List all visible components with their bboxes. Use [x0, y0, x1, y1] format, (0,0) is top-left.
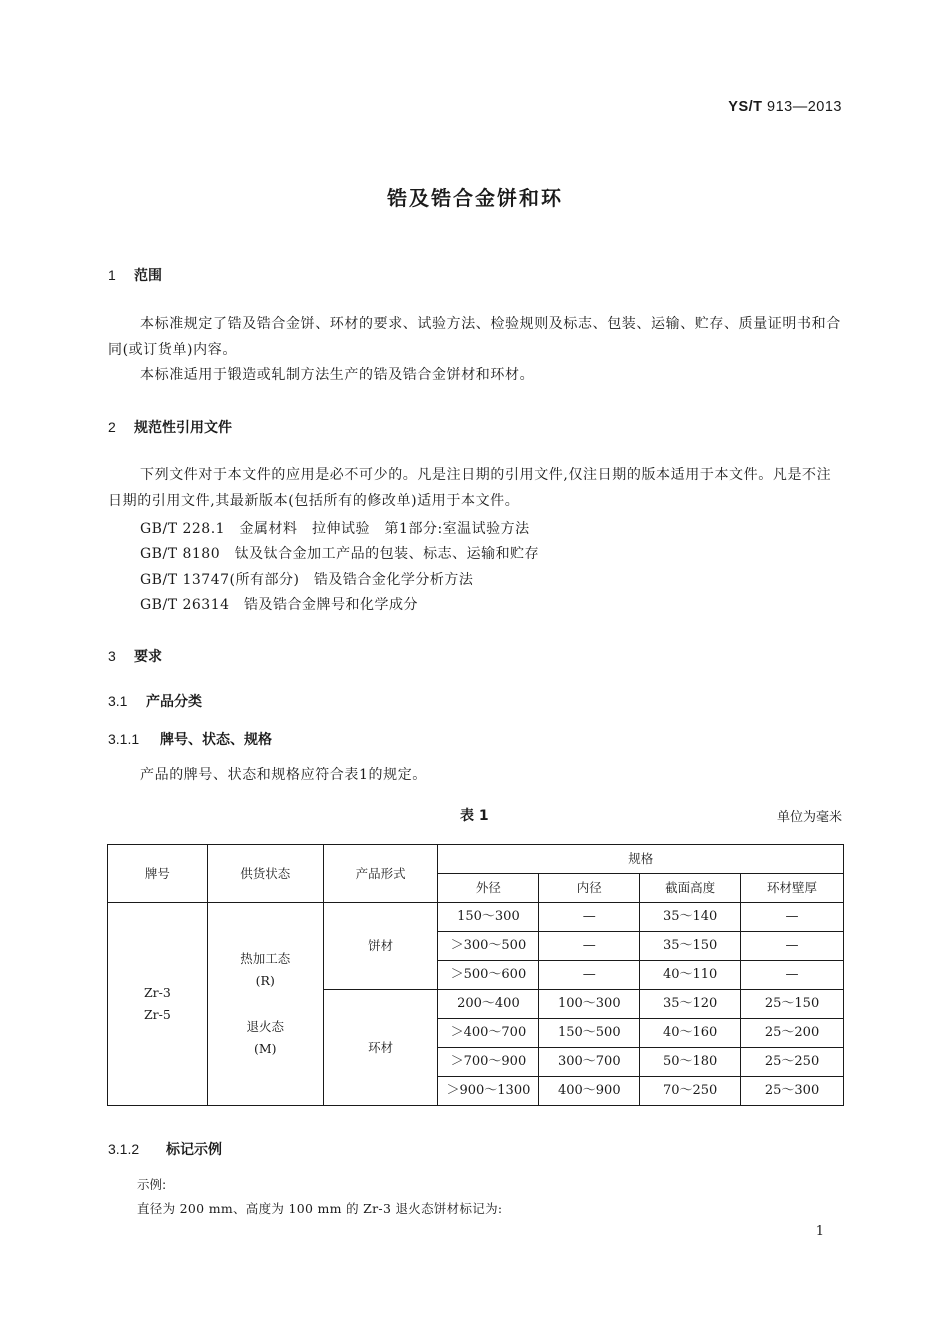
- reference-item: GB/T 8180 钛及钛合金加工产品的包装、标志、运输和贮存: [140, 546, 540, 562]
- cell: 35～150: [640, 932, 741, 961]
- cell: 25～200: [741, 1019, 844, 1048]
- document-title: 锆及锆合金饼和环: [387, 186, 563, 210]
- header-section-height: 截面高度: [640, 874, 741, 903]
- cell: —: [741, 932, 844, 961]
- cell: —: [539, 932, 640, 961]
- cell: 70～250: [640, 1077, 741, 1106]
- table-row: [108, 903, 844, 932]
- page-number: 1: [815, 1224, 824, 1239]
- section-1-paragraph-2: 本标准适用于锻造或轧制方法生产的锆及锆合金饼材和环材。: [140, 367, 535, 383]
- section-3-1-heading: 3.1 产品分类: [108, 693, 202, 710]
- grade-cell: [108, 903, 208, 1106]
- grade-value: Zr-5: [144, 1007, 171, 1022]
- form-ring: 环材: [323, 990, 438, 1106]
- section-1-heading: 1 范围: [108, 267, 162, 284]
- cell: 150～500: [539, 1019, 640, 1048]
- cell: 400～900: [539, 1077, 640, 1106]
- cell: —: [741, 903, 844, 932]
- form-disc: 饼材: [323, 903, 438, 990]
- cell: 150～300: [438, 903, 539, 932]
- example-text: 直径为 200 mm、高度为 100 mm 的 Zr-3 退火态饼材标记为:: [137, 1201, 503, 1216]
- header-product-form: 产品形式: [323, 845, 438, 903]
- header-outer-diameter: 外径: [438, 874, 539, 903]
- cell: —: [539, 903, 640, 932]
- cell: —: [539, 961, 640, 990]
- section-3-1-2-heading: 3.1.2 标记示例: [108, 1141, 222, 1158]
- table-caption: 表 1: [460, 808, 489, 824]
- reference-item: GB/T 13747(所有部分) 锆及锆合金化学分析方法: [140, 572, 474, 588]
- cell: 40～110: [640, 961, 741, 990]
- header-supply-state: 供货状态: [207, 845, 323, 903]
- state-hot-worked: 热加工态: [240, 951, 291, 966]
- cell: 35～120: [640, 990, 741, 1019]
- state-hot-worked-code: (R): [255, 973, 275, 988]
- cell: ＞400～700: [438, 1019, 539, 1048]
- cell: ＞900～1300: [438, 1077, 539, 1106]
- grade-value: Zr-3: [144, 985, 171, 1000]
- state-annealed: 退火态: [246, 1019, 285, 1034]
- cell: ＞500～600: [438, 961, 539, 990]
- table-unit: 单位为毫米: [776, 810, 842, 825]
- cell: ＞700～900: [438, 1048, 539, 1077]
- cell: 25～300: [741, 1077, 844, 1106]
- supply-state-cell: [207, 903, 323, 1106]
- section-1-paragraph-1: 本标准规定了锆及锆合金饼、环材的要求、试验方法、检验规则及标志、包装、运输、贮存、质量证明书和合同(或订货单)内容。: [108, 316, 841, 358]
- header-grade: 牌号: [108, 845, 208, 903]
- cell: —: [741, 961, 844, 990]
- cell: 200～400: [438, 990, 539, 1019]
- section-3-1-1-text: 产品的牌号、状态和规格应符合表1的规定。: [140, 767, 427, 783]
- header-inner-diameter: 内径: [539, 874, 640, 903]
- header-spec: 规格: [438, 845, 844, 874]
- standard-code: YS/T 913—2013: [728, 99, 842, 115]
- cell: 300～700: [539, 1048, 640, 1077]
- spec-table: [107, 844, 844, 1106]
- cell: 100～300: [539, 990, 640, 1019]
- section-3-1-1-heading: 3.1.1 牌号、状态、规格: [108, 731, 272, 748]
- header-wall-thickness: 环材壁厚: [741, 874, 844, 903]
- cell: 25～250: [741, 1048, 844, 1077]
- reference-item: GB/T 26314 锆及锆合金牌号和化学成分: [140, 597, 419, 613]
- cell: 40～160: [640, 1019, 741, 1048]
- example-label: 示例:: [137, 1177, 167, 1192]
- cell: 50～180: [640, 1048, 741, 1077]
- reference-item: GB/T 228.1 金属材料 拉伸试验 第1部分:室温试验方法: [140, 521, 530, 537]
- cell: 35～140: [640, 903, 741, 932]
- section-2-paragraph: 下列文件对于本文件的应用是必不可少的。凡是注日期的引用文件,仅注日期的版本适用于本文件。凡是不注日期的引用文件,其最新版本(包括所有的修改单)适用于本文件。: [108, 467, 832, 509]
- cell: ＞300～500: [438, 932, 539, 961]
- cell: 25～150: [741, 990, 844, 1019]
- state-annealed-code: (M): [253, 1041, 277, 1056]
- section-3-heading: 3 要求: [108, 648, 162, 665]
- section-2-heading: 2 规范性引用文件: [108, 419, 232, 436]
